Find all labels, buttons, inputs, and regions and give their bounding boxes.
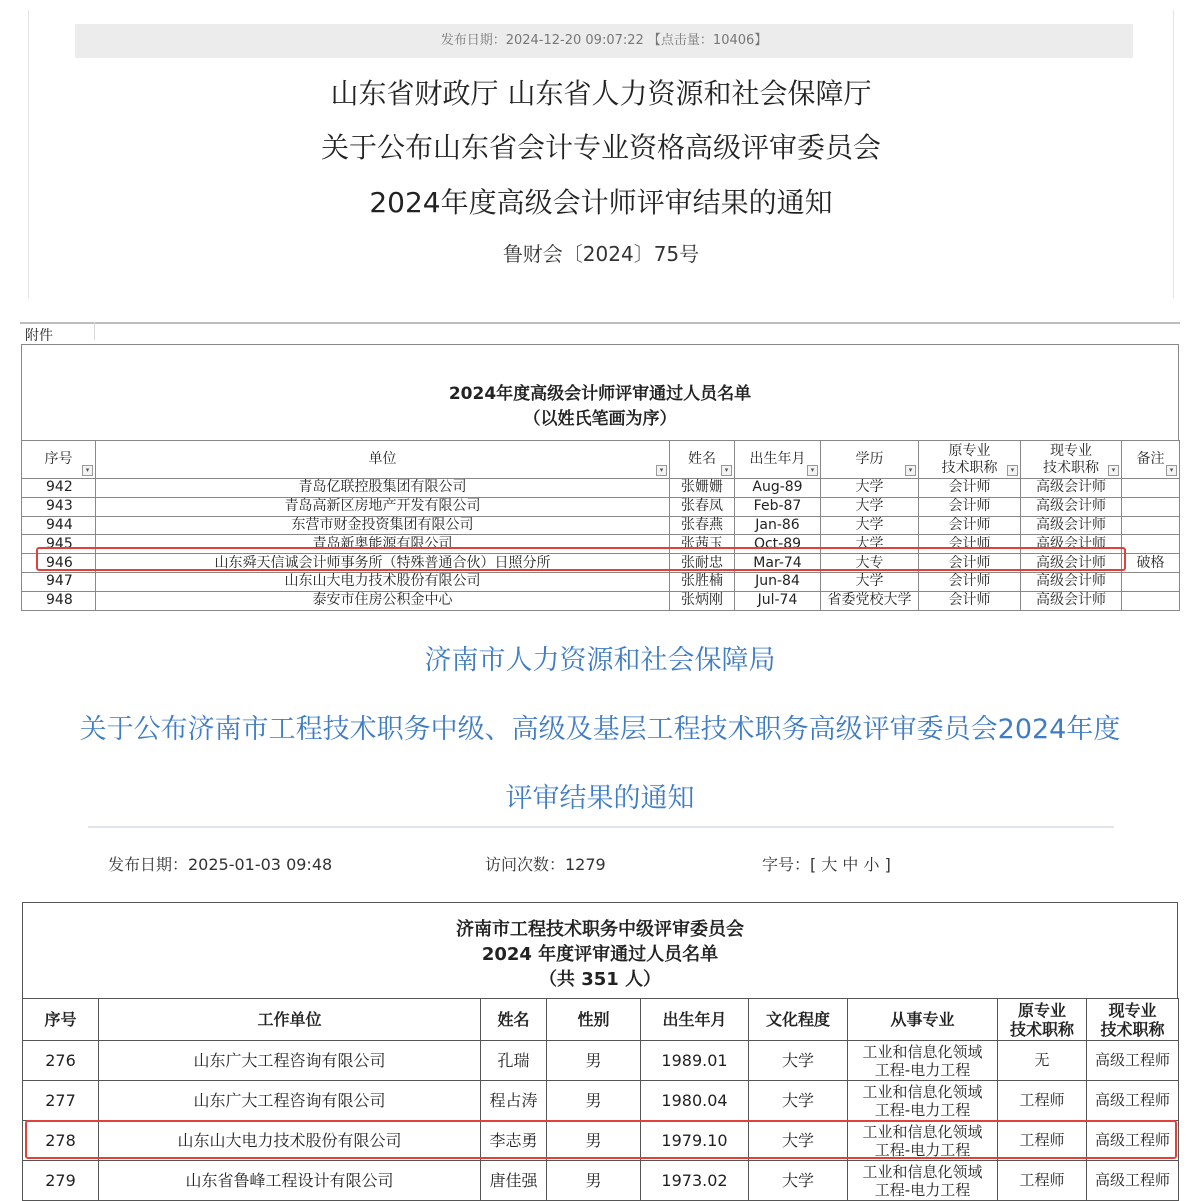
- cell-name: 张胜楠: [670, 572, 735, 591]
- cell-birth: Jun-84: [735, 572, 821, 591]
- cell-name: 张姗姗: [670, 479, 735, 498]
- filter-dropdown-icon[interactable]: ▾: [905, 465, 916, 476]
- publish-date: 发布日期：2025-01-03 09:48: [108, 855, 333, 874]
- jinan-notice-title-line-2: 关于公布济南市工程技术职务中级、高级及基层工程技术职务高级评审委员会2024年度: [79, 714, 1121, 745]
- cell-current-title: 高级会计师: [1021, 516, 1122, 535]
- filter-dropdown-icon[interactable]: ▾: [1007, 465, 1018, 476]
- sheet2-title-1: 济南市工程技术职务中级评审委员会: [456, 919, 744, 940]
- cell-gender: 男: [547, 1121, 641, 1161]
- cell-note: [1122, 516, 1180, 535]
- highlight-box-row-278: [25, 1120, 1177, 1159]
- cell-unit: 东营市财金投资集团有限公司: [96, 516, 670, 535]
- col-header-name: 姓名: [481, 999, 547, 1041]
- cell-name: 张春燕: [670, 516, 735, 535]
- cell-education: 大专: [821, 554, 919, 573]
- sheet-subtitle: （以姓氏笔画为序）: [523, 409, 677, 429]
- cell-education: 大学: [749, 1121, 848, 1161]
- notice-title-line-2: 关于公布山东省会计专业资格高级评审委员会: [320, 131, 881, 164]
- highlight-box-row-947: [36, 547, 1126, 571]
- notice-title-line-3: 2024年度高级会计师评审结果的通知: [369, 186, 833, 219]
- cell-name: 孔瑞: [481, 1041, 547, 1081]
- cell-current-title: 高级会计师: [1021, 572, 1122, 591]
- cell-current-title: 高级工程师: [1087, 1161, 1179, 1201]
- col-header-original-title: 原专业 技术职称: [998, 999, 1087, 1041]
- cell-unit: 山东广大工程咨询有限公司: [99, 1081, 481, 1121]
- col-header-education[interactable]: 学历 ▾: [821, 441, 919, 479]
- sheet2-title-3: （共 351 人）: [538, 969, 662, 990]
- cell-birth: Aug-89: [735, 479, 821, 498]
- cell-unit: 山东省鲁峰工程设计有限公司: [99, 1161, 481, 1201]
- cell-note: [1122, 497, 1180, 516]
- cell-birth: 1979.10: [641, 1121, 749, 1161]
- sheet2-title-block: [22, 902, 1178, 998]
- cell-current-title: 高级会计师: [1021, 554, 1122, 573]
- cell-unit: 青岛亿联控股集团有限公司: [96, 479, 670, 498]
- notice-title-line-1: 山东省财政厅 山东省人力资源和社会保障厅: [330, 77, 872, 110]
- cell-name: 张春凤: [670, 497, 735, 516]
- cell-original-title: 会计师: [919, 497, 1021, 516]
- cell-seq: 276: [23, 1041, 99, 1081]
- cell-gender: 男: [547, 1161, 641, 1201]
- jinan-notice-title-line-1: 济南市人力资源和社会保障局: [424, 645, 776, 676]
- cell-original-title: 无: [998, 1041, 1087, 1081]
- cell-original-title: 会计师: [919, 572, 1021, 591]
- cell-unit: 青岛新奥能源有限公司: [96, 535, 670, 554]
- col-header-unit[interactable]: 单位 ▾: [96, 441, 670, 479]
- col-header-birth: 出生年月: [641, 999, 749, 1041]
- cell-original-title: 会计师: [919, 479, 1021, 498]
- cell-note: 破格: [1122, 554, 1180, 573]
- filter-dropdown-icon[interactable]: ▾: [656, 465, 667, 476]
- cell-note: [1122, 591, 1180, 610]
- cell-birth: Jul-74: [735, 591, 821, 610]
- col-header-birth[interactable]: 出生年月 ▾: [735, 441, 821, 479]
- col-header-seq[interactable]: 序号 ▾: [22, 441, 96, 479]
- table-row: [22, 516, 1180, 535]
- cell-major: 工业和信息化领域 工程-电力工程: [848, 1081, 998, 1121]
- filter-dropdown-icon[interactable]: ▾: [82, 465, 93, 476]
- sheet-top-border: [20, 322, 1180, 324]
- cell-gender: 男: [547, 1041, 641, 1081]
- cell-current-title: 高级会计师: [1021, 535, 1122, 554]
- cell-education: 省委党校大学: [821, 591, 919, 610]
- filter-dropdown-icon[interactable]: ▾: [1108, 465, 1119, 476]
- cell-education: 大学: [821, 572, 919, 591]
- cell-seq: 945: [22, 535, 96, 554]
- table-row: [22, 591, 1180, 610]
- cell-seq: 947: [22, 572, 96, 591]
- cell-current-title: 高级会计师: [1021, 591, 1122, 610]
- col-header-current-title: 现专业 技术职称: [1087, 999, 1179, 1041]
- font-size-switcher[interactable]: 字号：[ 大 中 小 ]: [762, 855, 891, 874]
- col-header-unit: 工作单位: [99, 999, 481, 1041]
- cell-gender: 男: [547, 1081, 641, 1121]
- cell-name: 唐佳强: [481, 1161, 547, 1201]
- cell-unit: 山东山大电力技术股份有限公司: [99, 1121, 481, 1161]
- cell-birth: 1973.02: [641, 1161, 749, 1201]
- table-header-row: [22, 441, 1180, 479]
- sheet-title: 2024年度高级会计师评审通过人员名单: [448, 384, 752, 404]
- cell-seq: 279: [23, 1161, 99, 1201]
- cell-original-title: 工程师: [998, 1081, 1087, 1121]
- cell-seq: 277: [23, 1081, 99, 1121]
- col-header-name[interactable]: 姓名 ▾: [670, 441, 735, 479]
- table-header-row: [23, 999, 1179, 1041]
- cell-birth: Mar-74: [735, 554, 821, 573]
- cell-major: 工业和信息化领域 工程-电力工程: [848, 1041, 998, 1081]
- cell-current-title: 高级工程师: [1087, 1121, 1179, 1161]
- accountant-table: [21, 440, 1180, 611]
- col-header-gender: 性别: [547, 999, 641, 1041]
- cell-education: 大学: [749, 1081, 848, 1121]
- cell-education: 大学: [821, 479, 919, 498]
- cell-name: 张茜玉: [670, 535, 735, 554]
- cell-education: 大学: [749, 1161, 848, 1201]
- cell-original-title: 会计师: [919, 516, 1021, 535]
- sheet2-title-2: 2024 年度评审通过人员名单: [481, 944, 719, 965]
- visit-count: 访问次数：1279: [485, 855, 606, 874]
- cell-unit: 青岛高新区房地产开发有限公司: [96, 497, 670, 516]
- cell-note: [1122, 572, 1180, 591]
- table-row: [22, 497, 1180, 516]
- cell-birth: Oct-89: [735, 535, 821, 554]
- cell-current-title: 高级工程师: [1087, 1041, 1179, 1081]
- cell-seq: 948: [22, 591, 96, 610]
- cell-current-title: 高级会计师: [1021, 479, 1122, 498]
- cell-seq: 943: [22, 497, 96, 516]
- cell-name: 张耐忠: [670, 554, 735, 573]
- attachment-label: 附件: [25, 328, 53, 344]
- cell-birth: 1989.01: [641, 1041, 749, 1081]
- filter-dropdown-icon[interactable]: ▾: [1166, 465, 1177, 476]
- sheet-title-block: [21, 344, 1179, 440]
- cell-birth: 1980.04: [641, 1081, 749, 1121]
- col-header-note[interactable]: 备注 ▾: [1122, 441, 1180, 479]
- cell-education: 大学: [749, 1041, 848, 1081]
- cell-name: 程占涛: [481, 1081, 547, 1121]
- table-row: [23, 1161, 1179, 1201]
- cell-original-title: 工程师: [998, 1161, 1087, 1201]
- divider: [88, 826, 1114, 828]
- cell-current-title: 高级会计师: [1021, 497, 1122, 516]
- document-number: 鲁财会〔2024〕75号: [502, 242, 700, 266]
- cell-unit: 山东广大工程咨询有限公司: [99, 1041, 481, 1081]
- jinan-notice-title-line-3: 评审结果的通知: [505, 783, 695, 814]
- col-header-original-title[interactable]: 原专业 技术职称 ▾: [919, 441, 1021, 479]
- table-row: [23, 1081, 1179, 1121]
- publish-meta-bar: 发布日期：2024-12-20 09:07:22 【点击量：10406】: [75, 24, 1133, 58]
- table-row: [22, 479, 1180, 498]
- cell-unit: 泰安市住房公积金中心: [96, 591, 670, 610]
- cell-name: 张炳刚: [670, 591, 735, 610]
- cell-birth: Feb-87: [735, 497, 821, 516]
- filter-dropdown-icon[interactable]: ▾: [721, 465, 732, 476]
- cell-education: 大学: [821, 535, 919, 554]
- cell-name: 李志勇: [481, 1121, 547, 1161]
- cell-note: [1122, 535, 1180, 554]
- col-header-education: 文化程度: [749, 999, 848, 1041]
- engineer-table: [22, 998, 1179, 1201]
- col-header-current-title[interactable]: 现专业 技术职称 ▾: [1021, 441, 1122, 479]
- filter-dropdown-icon[interactable]: ▾: [807, 465, 818, 476]
- cell-seq: 942: [22, 479, 96, 498]
- cell-original-title: 会计师: [919, 591, 1021, 610]
- cell-original-title: 会计师: [919, 554, 1021, 573]
- sheet-gridline: [94, 322, 95, 340]
- cell-original-title: 工程师: [998, 1121, 1087, 1161]
- cell-education: 大学: [821, 497, 919, 516]
- cell-education: 大学: [821, 516, 919, 535]
- cell-note: [1122, 479, 1180, 498]
- cell-original-title: 会计师: [919, 535, 1021, 554]
- cell-current-title: 高级工程师: [1087, 1081, 1179, 1121]
- col-header-seq: 序号: [23, 999, 99, 1041]
- cell-major: 工业和信息化领域 工程-电力工程: [848, 1121, 998, 1161]
- cell-birth: Jan-86: [735, 516, 821, 535]
- cell-unit: 山东山大电力技术股份有限公司: [96, 572, 670, 591]
- table-row-highlighted: [22, 572, 1180, 591]
- cell-seq: 946: [22, 554, 96, 573]
- cell-major: 工业和信息化领域 工程-电力工程: [848, 1161, 998, 1201]
- cell-seq: 278: [23, 1121, 99, 1161]
- cell-unit: 山东舜天信诚会计师事务所（特殊普通合伙）日照分所: [96, 554, 670, 573]
- notice-header-shandong: [28, 10, 1174, 298]
- cell-seq: 944: [22, 516, 96, 535]
- table-row: [23, 1041, 1179, 1081]
- col-header-major: 从事专业: [848, 999, 998, 1041]
